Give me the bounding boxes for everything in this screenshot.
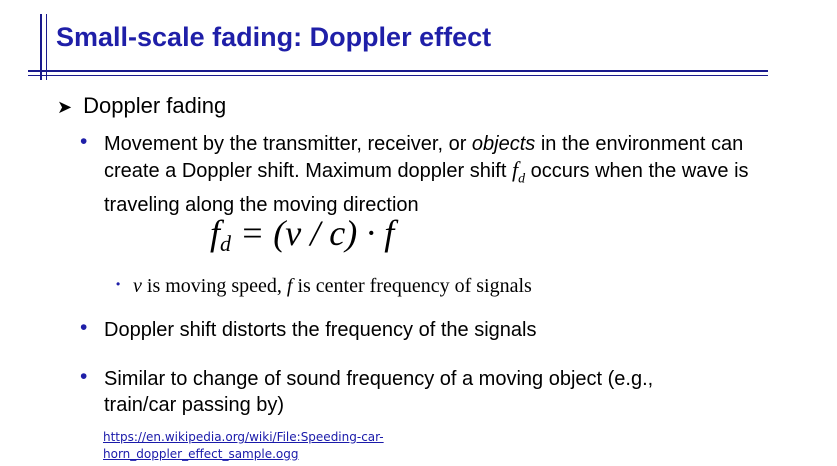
formula-rhs: = (v / c) · — [231, 213, 385, 253]
note-v: v — [133, 275, 142, 297]
heading-doppler-fading — [57, 93, 226, 119]
bullet-2-text: Doppler shift distorts the frequency of the signals — [104, 319, 537, 341]
formula-lhs-f: f — [210, 213, 221, 253]
small-bullet-dot: • — [116, 277, 121, 291]
bullet-dot-3: • — [80, 365, 88, 388]
note-text-2: is center frequency of signals — [292, 275, 532, 297]
bullet-1-text — [104, 131, 784, 218]
inline-symbol-sub: d — [518, 171, 526, 187]
bullet-1-emphasis: objects — [471, 133, 536, 155]
heading-text: Doppler fading — [83, 93, 227, 118]
bullet-3-text: Similar to change of sound frequency of a moving object (e.g., train/car passing by) — [104, 368, 654, 416]
link-line-2[interactable]: horn_doppler_effect_sample.ogg — [103, 447, 299, 461]
note-text-1: is moving speed, — [141, 275, 287, 297]
doppler-formula — [210, 212, 394, 257]
variable-definition-note — [133, 275, 532, 298]
inline-symbol-f: f — [511, 157, 519, 182]
formula-rhs-f: f — [384, 213, 395, 253]
link-line-1[interactable]: https://en.wikipedia.org/wiki/File:Speeding-car- — [103, 430, 384, 444]
arrow-bullet-icon: ➤ — [57, 97, 73, 117]
bullet-1-part-c: occurs when the wave is traveling along the moving direction — [104, 160, 749, 217]
note-f: f — [286, 275, 293, 297]
bullet-1-part-a: Movement by the transmitter, receiver, or — [104, 133, 472, 155]
slide-title: Small-scale fading: Doppler effect — [56, 22, 492, 52]
bullet-dot-1: • — [80, 130, 88, 153]
title-horizontal-rule-1 — [28, 70, 768, 72]
title-horizontal-rule-2 — [28, 75, 768, 76]
formula-lhs-sub: d — [220, 231, 232, 256]
inline-symbol-fd — [511, 157, 526, 187]
wikipedia-audio-link[interactable] — [103, 429, 443, 463]
bullet-dot-2: • — [80, 316, 88, 339]
bullet-1-part-b: in the environment can create a Doppler shift. Maximum doppler shift — [104, 133, 744, 182]
